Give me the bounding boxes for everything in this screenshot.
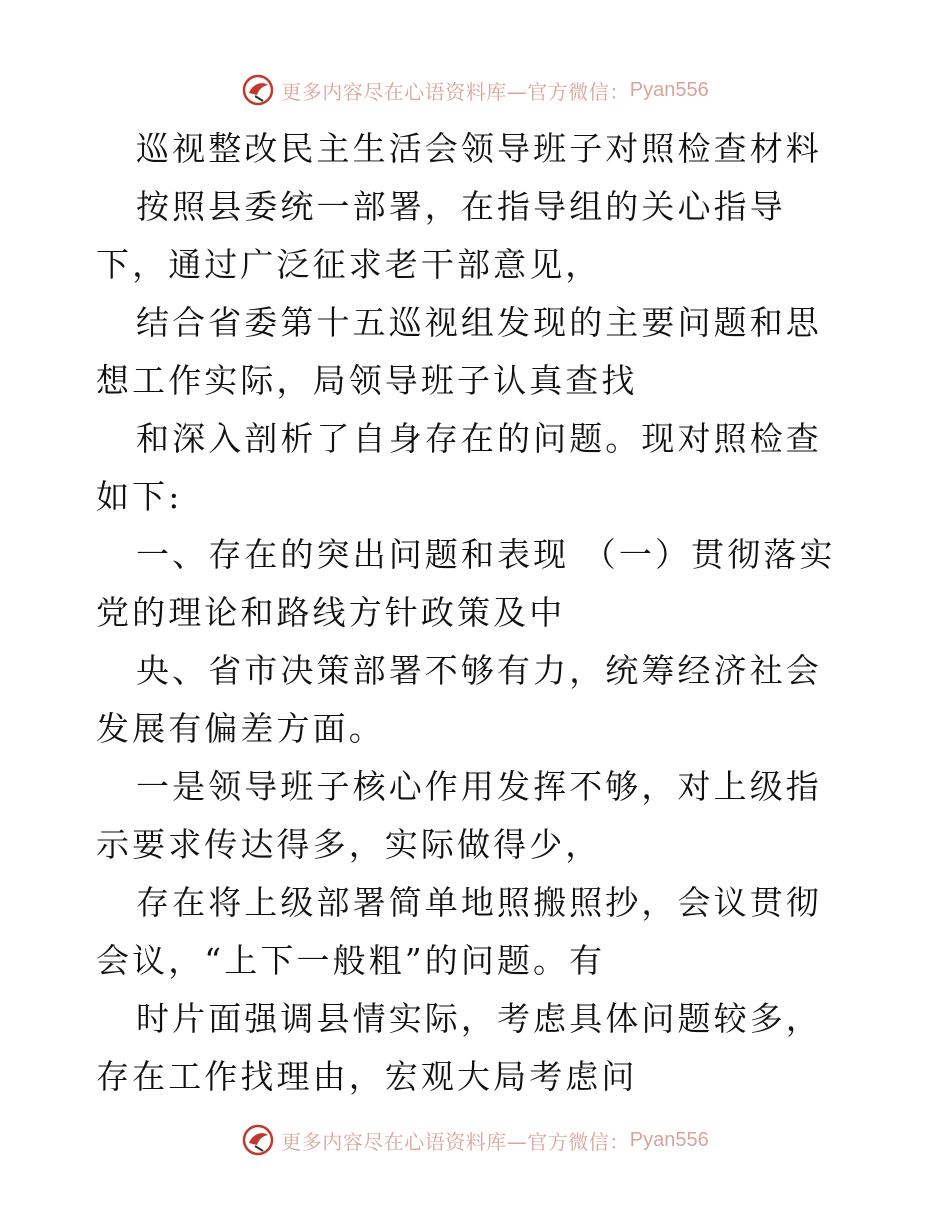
document-body — [96, 120, 856, 1106]
watermark-text: 更多内容尽在心语资料库—官方微信： — [281, 79, 630, 104]
paragraph: 结合省委第十五巡视组发现的主要问题和思想工作实际，局领导班子认真查找 — [96, 303, 822, 400]
watermark-wechat-id: Pyan556 — [629, 78, 709, 101]
document-title: 巡视整改民主生活会领导班子对照检查材料 — [136, 129, 822, 168]
red-bird-seal-logo-icon — [241, 1123, 275, 1157]
section-heading-paragraph: 一、存在的突出问题和表现 （一）贯彻落实党的理论和路线方针政策及中 — [96, 535, 836, 632]
paragraph: 按照县委统一部署，在指导组的关心指导下，通过广泛征求老干部意见， — [96, 187, 786, 284]
paragraph: 央、省市决策部署不够有力，统筹经济社会发展有偏差方面。 — [96, 651, 822, 748]
watermark-wechat-id: Pyan556 — [629, 1128, 709, 1151]
red-bird-seal-logo-icon — [241, 73, 275, 107]
paragraph: 存在将上级部署简单地照搬照抄，会议贯彻会议，“上下一般粗”的问题。有 — [96, 883, 822, 980]
header-watermark — [0, 70, 950, 110]
paragraph: 和深入剖析了自身存在的问题。现对照检查如下: — [96, 419, 822, 516]
paragraph: 一是领导班子核心作用发挥不够，对上级指示要求传达得多，实际做得少， — [96, 767, 822, 864]
watermark-text: 更多内容尽在心语资料库—官方微信： — [281, 1129, 630, 1154]
footer-watermark — [0, 1120, 950, 1160]
paragraph: 时片面强调县情实际，考虑具体问题较多，存在工作找理由，宏观大局考虑问 — [96, 999, 822, 1096]
